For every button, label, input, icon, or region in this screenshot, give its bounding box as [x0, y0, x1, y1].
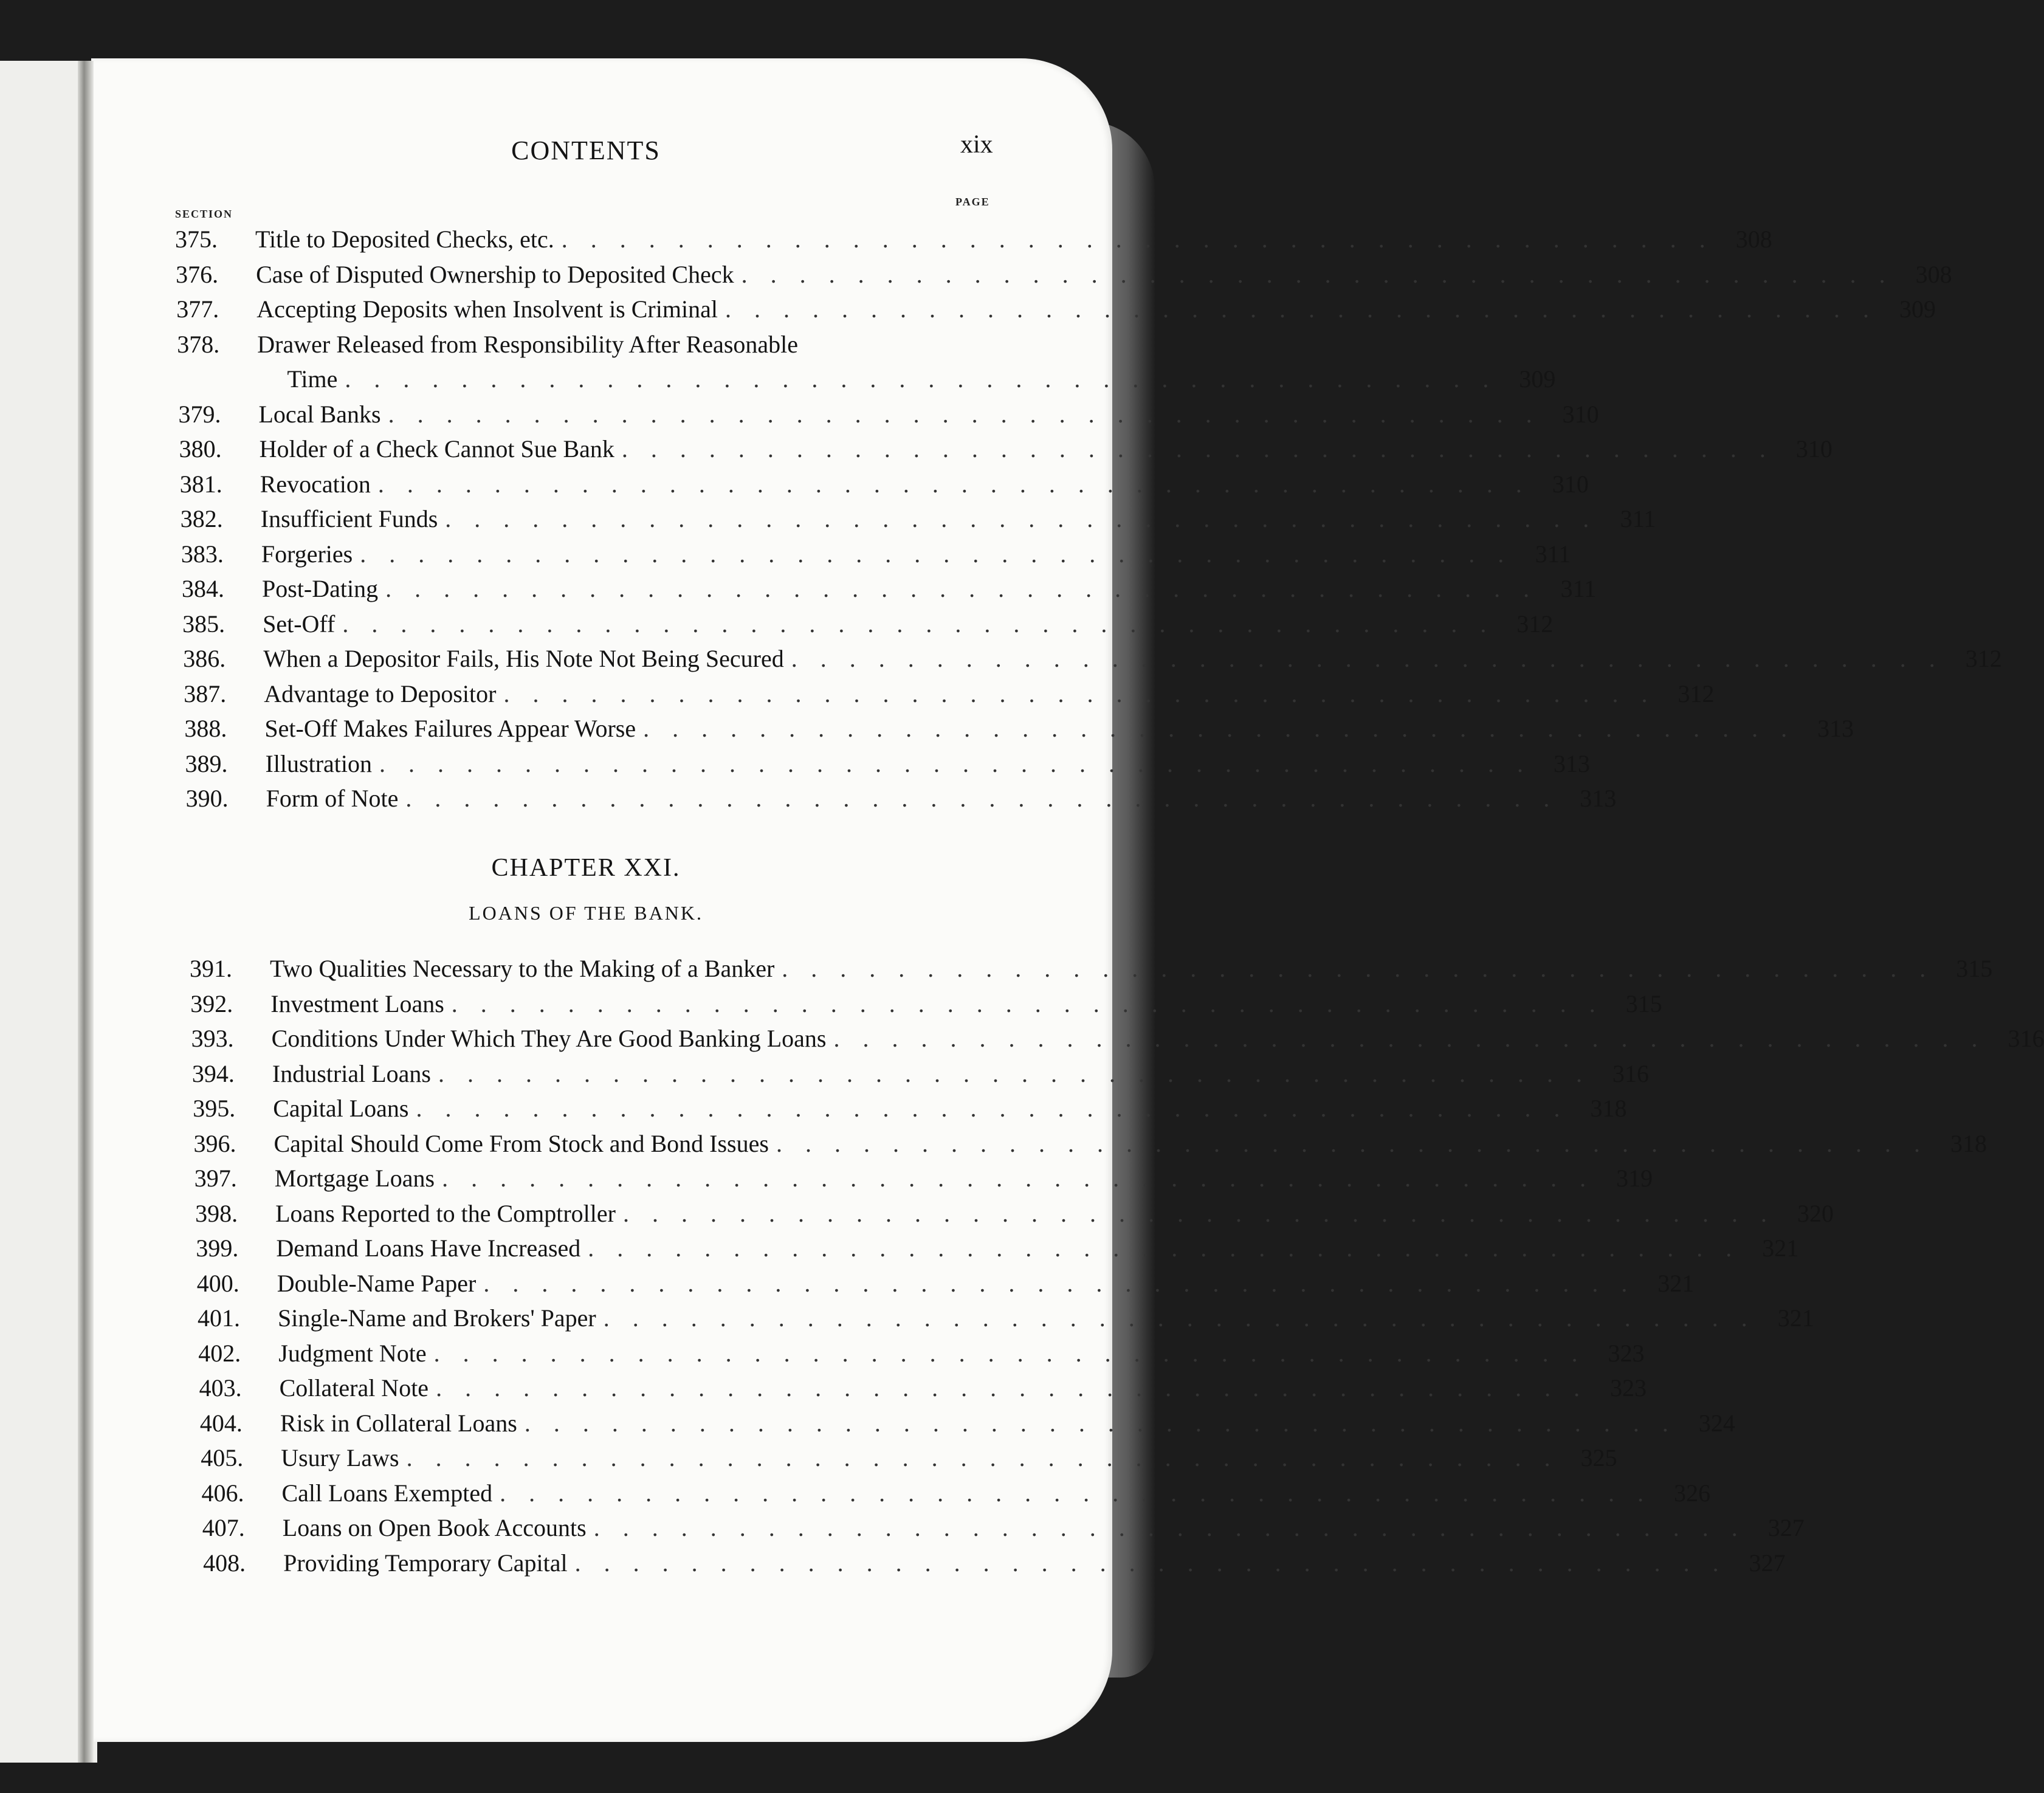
toc-entry	[176, 260, 1952, 294]
toc-entry	[190, 954, 1993, 988]
section-number: 386.	[183, 645, 226, 672]
entry-title: Collateral Note	[279, 1374, 429, 1402]
section-number: 404.	[199, 1409, 243, 1437]
dot-leader: . . . . . . . . . . . . . . . . . . . . . . . . . . . . . . . . . . . . . . . .	[483, 1269, 1636, 1297]
section-number: 383.	[181, 540, 224, 568]
section-number: 378.	[177, 330, 220, 358]
toc-entry	[177, 330, 1010, 364]
entry-page-number: 316	[2008, 1025, 2044, 1052]
section-number: 408.	[203, 1549, 246, 1577]
toc-entry	[183, 644, 2002, 678]
entry-page-number: 311	[1560, 575, 1597, 602]
dot-leader: . . . . . . . . . . . . . . . . . . . . . . . . . . . . . . . . . . . . . . . .	[833, 1025, 1986, 1052]
toc-entry	[181, 540, 1571, 574]
dot-leader: . . . . . . . . . . . . . . . . . . . . . . . . . . . . . . . . . . . . . . . .	[342, 610, 1495, 638]
dot-leader: . . . . . . . . . . . . . . . . . . . . . . . . . . . . . . . . . . . . . . . .	[377, 470, 1530, 498]
entry-page-number: 313	[1580, 785, 1617, 812]
toc-entry	[179, 435, 1832, 469]
entry-title: Two Qualities Necessary to the Making of a Banker	[270, 955, 775, 982]
toc-entry	[180, 504, 1656, 539]
dot-leader: . . . . . . . . . . . . . . . . . . . . . . . . . . . . . . . . . . . . . . . .	[741, 260, 1894, 288]
toc-entry	[201, 1479, 1711, 1513]
toc-entry	[177, 365, 1556, 399]
section-column-label: SECTION	[175, 208, 233, 220]
section-number: 380.	[179, 435, 222, 463]
toc-entry	[190, 989, 1662, 1024]
entry-page-number: 325	[1580, 1444, 1617, 1471]
entry-title: Conditions Under Which They Are Good Banking Loans	[271, 1025, 827, 1052]
entry-page-number: 308	[1735, 225, 1772, 253]
chapter-heading: CHAPTER XXI.	[491, 854, 681, 882]
dot-leader: . . . . . . . . . . . . . . . . . . . . . . . . . . . . . . . . . . . . . . . .	[360, 540, 1513, 568]
toc-entry	[194, 1164, 1653, 1198]
entry-title: Revocation	[260, 470, 371, 498]
toc-entry	[195, 1199, 1834, 1233]
entry-title: Advantage to Depositor	[264, 680, 497, 707]
toc-entry	[193, 1129, 1987, 1163]
section-number: 388.	[184, 715, 227, 742]
entry-title: Double-Name Paper	[277, 1269, 477, 1297]
toc-entry	[184, 714, 1854, 748]
entry-title: Insufficient Funds	[260, 505, 438, 532]
entry-title: Investment Loans	[270, 989, 444, 1017]
section-number: 397.	[194, 1165, 237, 1192]
entry-title: Providing Temporary Capital	[283, 1549, 568, 1577]
entry-title: Judgment Note	[278, 1339, 427, 1367]
entry-title: Set-Off	[263, 610, 336, 638]
toc-entry	[199, 1374, 1647, 1408]
dot-leader: . . . . . . . . . . . . . . . . . . . . . . . . . . . . . . . . . . . . . . . .	[782, 955, 1935, 982]
dot-leader: . . . . . . . . . . . . . . . . . . . . . . . . . . . . . . . . . . . . . . . .	[445, 505, 1598, 532]
dot-leader: . . . . . . . . . . . . . . . . . . . . . . . . . . . . . . . . . . . . . . . .	[385, 575, 1538, 602]
section-number: 392.	[190, 989, 233, 1017]
dot-leader: . . . . . . . . . . . . . . . . . . . . . . . . . . . . . . . . . . . . . . . .	[433, 1339, 1586, 1367]
entry-page-number: 313	[1554, 749, 1591, 777]
chapter-subtitle: LOANS OF THE BANK.	[469, 902, 703, 924]
entry-page-number: 309	[1519, 365, 1556, 393]
page-number: xix	[960, 131, 993, 159]
entry-title: Risk in Collateral Loans	[280, 1409, 517, 1437]
toc-entry	[201, 1444, 1617, 1478]
entry-page-number: 312	[1965, 645, 2002, 672]
section-number: 381.	[179, 470, 222, 498]
entry-page-number: 320	[1797, 1199, 1834, 1227]
toc-entry	[196, 1234, 1799, 1268]
entry-page-number: 318	[1950, 1129, 1987, 1157]
entry-page-number: 323	[1610, 1374, 1647, 1402]
entry-page-number: 308	[1915, 260, 1952, 288]
entry-page-number: 318	[1590, 1095, 1627, 1122]
dot-leader: . . . . . . . . . . . . . . . . . . . . . . . . . . . . . . . . . . . . . . . .	[603, 1304, 1756, 1332]
entry-page-number: 323	[1608, 1339, 1645, 1367]
entry-page-number: 310	[1562, 400, 1599, 428]
toc-entry	[182, 574, 1597, 608]
section-number: 376.	[176, 260, 219, 288]
dot-leader: . . . . . . . . . . . . . . . . . . . . . . . . . . . . . . . . . . . . . . . .	[776, 1129, 1929, 1157]
toc-entry	[196, 1269, 1695, 1303]
entry-title: Drawer Released from Responsibility After Reasonable	[257, 330, 799, 358]
dot-leader: . . . . . . . . . . . . . . . . . . . . . . . . . . . . . . . . . . . . . . . .	[436, 1374, 1589, 1402]
entry-page-number: 321	[1657, 1269, 1695, 1297]
entry-page-number: 315	[1956, 955, 1993, 982]
section-number: 403.	[199, 1374, 242, 1402]
dot-leader: . . . . . . . . . . . . . . . . . . . . . . . . . . . . . . . . . . . . . . . .	[593, 1514, 1746, 1541]
toc-entry	[191, 1059, 1649, 1093]
entry-title: Mortgage Loans	[274, 1165, 435, 1192]
entry-title: Illustration	[265, 749, 373, 777]
toc-entry	[176, 295, 1936, 329]
dot-leader: . . . . . . . . . . . . . . . . . . . . . . . . . . . . . . . . . . . . . . . .	[405, 785, 1558, 812]
section-number: 405.	[201, 1444, 244, 1471]
section-number: 393.	[191, 1025, 234, 1052]
section-number: 407.	[202, 1514, 245, 1541]
entry-title: Loans on Open Book Accounts	[282, 1514, 587, 1541]
entry-page-number: 321	[1777, 1304, 1814, 1332]
entry-page-number: 310	[1552, 470, 1589, 498]
section-number: 391.	[190, 955, 232, 982]
section-number: 377.	[176, 295, 219, 323]
section-number: 402.	[198, 1339, 241, 1367]
section-number: 387.	[184, 680, 227, 707]
entry-title: Call Loans Exempted	[281, 1479, 493, 1507]
entry-page-number: 313	[1817, 715, 1854, 742]
entry-page-number: 316	[1612, 1059, 1649, 1087]
entry-page-number: 309	[1899, 295, 1936, 323]
dot-leader: . . . . . . . . . . . . . . . . . . . . . . . . . . . . . . . . . . . . . . . .	[500, 1479, 1653, 1507]
section-number: 384.	[182, 575, 224, 602]
entry-title: Post-Dating	[262, 575, 379, 602]
entry-page-number: 312	[1516, 610, 1554, 638]
entry-title: Capital Loans	[273, 1095, 409, 1122]
toc-entry	[184, 680, 1715, 714]
entry-page-number: 315	[1625, 989, 1662, 1017]
toc-entry	[185, 749, 1591, 783]
entry-title: Single-Name and Brokers' Paper	[278, 1304, 596, 1332]
section-number: 401.	[198, 1304, 240, 1332]
section-number: 398.	[195, 1199, 238, 1227]
toc-entry	[202, 1513, 1805, 1547]
entry-title: Capital Should Come From Stock and Bond Issues	[274, 1129, 769, 1157]
page-title: CONTENTS	[511, 136, 661, 165]
section-number: 379.	[178, 400, 221, 428]
section-number: 400.	[196, 1269, 239, 1297]
entry-page-number: 311	[1535, 540, 1571, 568]
section-number: 385.	[182, 610, 225, 638]
dot-leader: . . . . . . . . . . . . . . . . . . . . . . . . . . . . . . . . . . . . . . . .	[406, 1444, 1559, 1471]
toc-entry	[199, 1409, 1735, 1443]
toc-entry	[198, 1339, 1645, 1373]
toc-entry	[179, 470, 1589, 504]
entry-page-number: 327	[1749, 1549, 1786, 1577]
entry-title: Form of Note	[266, 785, 399, 812]
section-number: 406.	[201, 1479, 244, 1507]
toc-entry	[193, 1094, 1627, 1128]
entry-title: Usury Laws	[281, 1444, 399, 1471]
dot-leader: . . . . . . . . . . . . . . . . . . . . . . . . . . . . . . . . . . . . . . . .	[724, 295, 1877, 323]
section-number: 382.	[180, 505, 223, 532]
entry-title: Holder of a Check Cannot Sue Bank	[259, 435, 614, 463]
dot-leader: . . . . . . . . . . . . . . . . . . . . . . . . . . . . . . . . . . . . . . . .	[442, 1165, 1595, 1192]
section-number: 390.	[185, 785, 229, 812]
section-number: 395.	[193, 1095, 236, 1122]
entry-title: Industrial Loans	[272, 1059, 431, 1087]
entry-page-number: 319	[1616, 1165, 1653, 1192]
entry-title: Local Banks	[258, 400, 381, 428]
dot-leader: . . . . . . . . . . . . . . . . . . . . . . . . . . . . . . . . . . . . . . . .	[379, 749, 1532, 777]
section-number: 375.	[175, 225, 218, 253]
dot-leader: . . . . . . . . . . . . . . . . . . . . . . . . . . . . . . . . . . . . . . . .	[388, 400, 1541, 428]
entry-title: When a Depositor Fails, His Note Not Being Secured	[263, 645, 784, 672]
dot-leader: . . . . . . . . . . . . . . . . . . . . . . . . . . . . . . . . . . . . . . . .	[621, 435, 1774, 463]
dot-leader: . . . . . . . . . . . . . . . . . . . . . . . . . . . . . . . . . . . . . . . .	[524, 1409, 1677, 1437]
toc-entry	[185, 784, 1617, 818]
entry-title: Demand Loans Have Increased	[276, 1234, 581, 1262]
entry-title: Set-Off Makes Failures Appear Worse	[264, 715, 636, 742]
toc-entry	[198, 1304, 1814, 1338]
toc-entry	[203, 1549, 1786, 1583]
page-column-label: PAGE	[955, 196, 990, 208]
entry-title: Loans Reported to the Comptroller	[275, 1199, 616, 1227]
entry-title: Time	[287, 365, 338, 393]
dot-leader: . . . . . . . . . . . . . . . . . . . . . . . . . . . . . . . . . . . . . . . .	[438, 1059, 1591, 1087]
entry-title: Forgeries	[261, 540, 353, 568]
toc-entry	[182, 610, 1554, 644]
dot-leader: . . . . . . . . . . . . . . . . . . . . . . . . . . . . . . . . . . . . . . . .	[345, 365, 1498, 393]
entry-page-number: 324	[1698, 1409, 1735, 1437]
toc-entry	[178, 400, 1599, 434]
toc-entry	[191, 1024, 2044, 1058]
toc-entry	[175, 225, 1772, 259]
entry-title: Accepting Deposits when Insolvent is Criminal	[256, 295, 718, 323]
dot-leader: . . . . . . . . . . . . . . . . . . . . . . . . . . . . . . . . . . . . . . . .	[416, 1095, 1569, 1122]
entry-title: Title to Deposited Checks, etc.	[255, 225, 554, 253]
dot-leader: . . . . . . . . . . . . . . . . . . . . . . . . . . . . . . . . . . . . . . . .	[643, 715, 1796, 742]
entry-page-number: 312	[1678, 680, 1715, 707]
section-number: 399.	[196, 1234, 239, 1262]
section-number: 389.	[185, 749, 228, 777]
dot-leader: . . . . . . . . . . . . . . . . . . . . . . . . . . . . . . . . . . . . . . . .	[561, 225, 1714, 253]
entry-page-number: 310	[1795, 435, 1832, 463]
dot-leader: . . . . . . . . . . . . . . . . . . . . . . . . . . . . . . . . . . . . . . . .	[588, 1234, 1741, 1262]
entry-page-number: 327	[1767, 1514, 1805, 1541]
section-number: 396.	[193, 1129, 236, 1157]
dot-leader: . . . . . . . . . . . . . . . . . . . . . . . . . . . . . . . . . . . . . . . .	[622, 1199, 1775, 1227]
entry-title: Case of Disputed Ownership to Deposited Check	[256, 260, 734, 288]
dot-leader: . . . . . . . . . . . . . . . . . . . . . . . . . . . . . . . . . . . . . . . .	[503, 680, 1656, 707]
entry-page-number: 326	[1674, 1479, 1711, 1507]
entry-page-number: 321	[1762, 1234, 1799, 1262]
section-number: 394.	[191, 1059, 235, 1087]
entry-page-number: 311	[1620, 505, 1656, 532]
dot-leader: . . . . . . . . . . . . . . . . . . . . . . . . . . . . . . . . . . . . . . . .	[451, 989, 1604, 1017]
dot-leader: . . . . . . . . . . . . . . . . . . . . . . . . . . . . . . . . . . . . . . . .	[791, 645, 1944, 672]
dot-leader: . . . . . . . . . . . . . . . . . . . . . . . . . . . . . . . . . . . . . . . .	[574, 1549, 1727, 1577]
